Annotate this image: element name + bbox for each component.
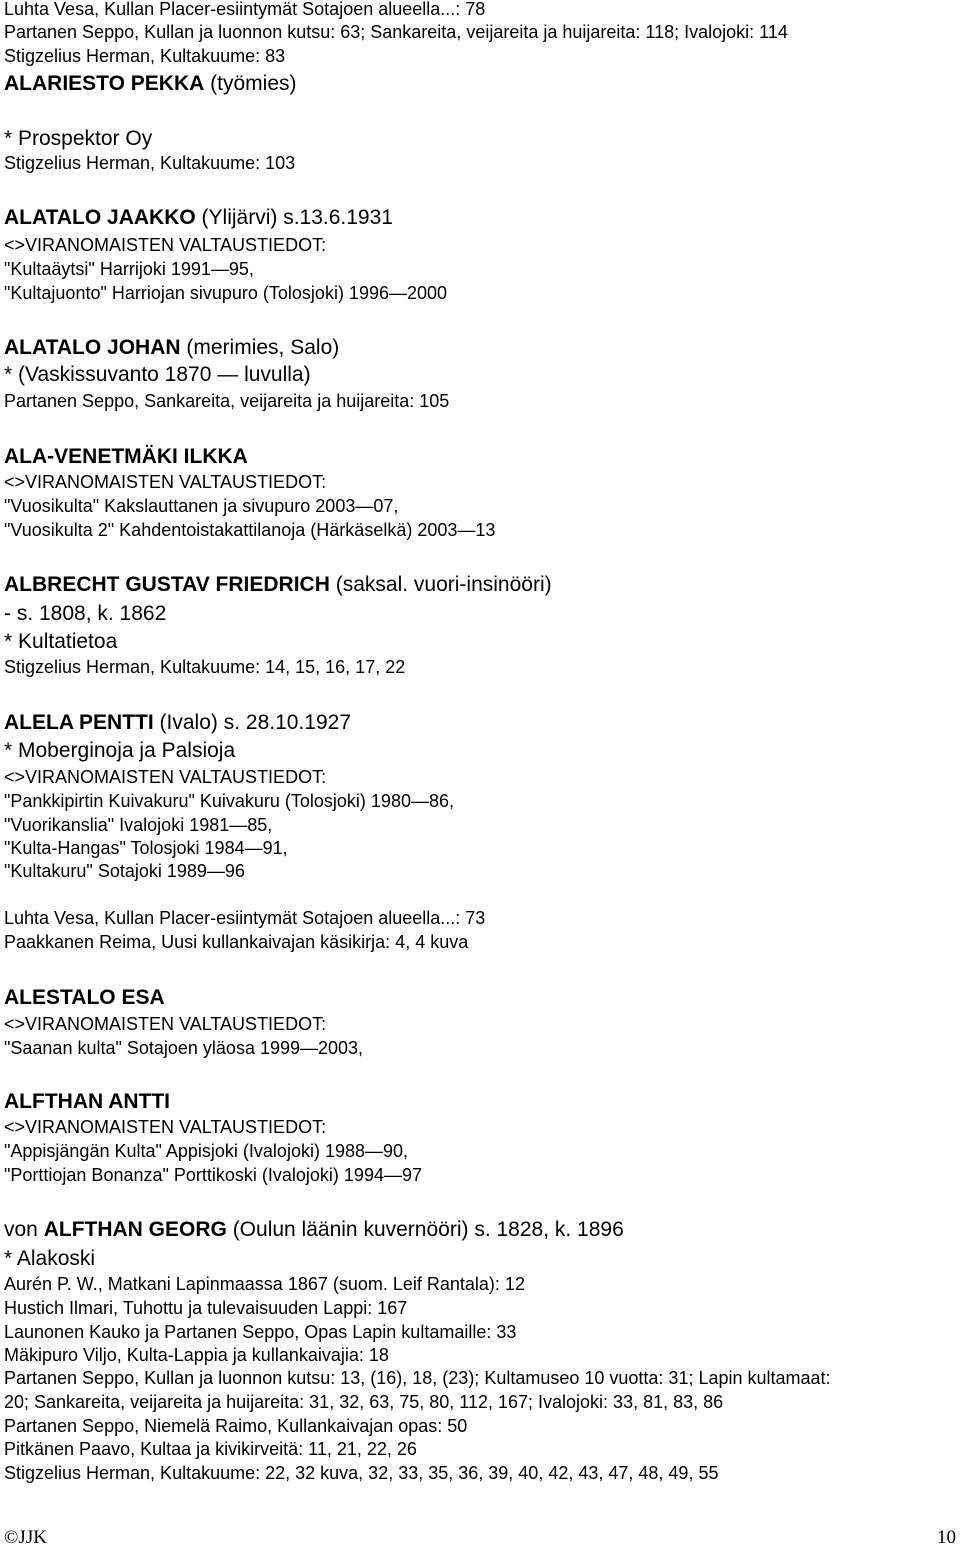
claim-line: "Pankkipirtin Kuivakuru" Kuivakuru (Tolosjoki) 1980—86, (4, 791, 454, 811)
entry-name: ALFTHAN GEORG (43, 1218, 227, 1241)
claims-header: <>VIRANOMAISTEN VALTAUSTIEDOT: (4, 472, 327, 492)
entry-name: ALFTHAN ANTTI (4, 1090, 171, 1113)
entry-heading (4, 207, 393, 228)
entry-heading (4, 446, 248, 467)
reference-line: Aurén P. W., Matkani Lapinmaassa 1867 (suom. Leif Rantala): 12 (4, 1274, 525, 1294)
entry-heading (4, 987, 165, 1008)
entry-location: * Prospektor Oy (4, 127, 153, 150)
entry-name: ALATALO JOHAN (4, 336, 181, 359)
claim-line: "Vuosikulta 2" Kahdentoistakattilanoja (Härkäselkä) 2003—13 (4, 520, 496, 540)
reference-line: Stigzelius Herman, Kultakuume: 14, 15, 16, 17, 22 (4, 657, 406, 677)
claims-header: <>VIRANOMAISTEN VALTAUSTIEDOT: (4, 1117, 327, 1137)
reference-line: Luhta Vesa, Kullan Placer-esiintymät Sotajoen alueella...: 78 (4, 0, 486, 19)
entry-details: (työmies) (204, 72, 297, 95)
page-number: 10 (937, 1527, 956, 1548)
reference-line: Pitkänen Paavo, Kultaa ja kivikirveitä: 11, 21, 22, 26 (4, 1439, 417, 1459)
entry-location: * Moberginoja ja Palsioja (4, 739, 236, 762)
entry-location: * Alakoski (4, 1247, 96, 1270)
claim-line: "Kulta-Hangas" Tolosjoki 1984—91, (4, 838, 288, 858)
entry-heading (4, 574, 552, 595)
reference-line: Hustich Ilmari, Tuhottu ja tulevaisuuden Lappi: 167 (4, 1298, 408, 1318)
entry-heading (4, 337, 339, 358)
entry-name: ALA-VENETMÄKI ILKKA (4, 445, 248, 468)
entry-location: * (Vaskissuvanto 1870 — luvulla) (4, 363, 311, 386)
entry-name: ALESTALO ESA (4, 986, 165, 1009)
entry-name: ALELA PENTTI (4, 711, 154, 734)
claim-line: "Appisjängän Kulta" Appisjoki (Ivalojoki) 1988—90, (4, 1141, 409, 1161)
entry-heading (4, 712, 351, 733)
claim-line: "Kultakuru" Sotajoki 1989—96 (4, 861, 245, 881)
claim-line: "Saanan kulta" Sotajoen yläosa 1999—2003, (4, 1038, 364, 1058)
entry-details: (saksal. vuori-insinööri) (329, 573, 552, 596)
entry-dates: - s. 1808, k. 1862 (4, 602, 167, 625)
reference-line: Partanen Seppo, Niemelä Raimo, Kullankaivajan opas: 50 (4, 1416, 468, 1436)
reference-line: Stigzelius Herman, Kultakuume: 103 (4, 153, 296, 173)
entry-prefix: von (4, 1218, 44, 1241)
claims-header: <>VIRANOMAISTEN VALTAUSTIEDOT: (4, 235, 327, 255)
reference-line: Mäkipuro Viljo, Kulta-Lappia ja kullankaivajia: 18 (4, 1345, 389, 1365)
reference-line: Paakkanen Reima, Uusi kullankaivajan käsikirja: 4, 4 kuva (4, 932, 469, 952)
entry-name: ALARIESTO PEKKA (4, 72, 205, 95)
reference-line: Stigzelius Herman, Kultakuume: 83 (4, 46, 286, 66)
entry-details: (Ylijärvi) s.13.6.1931 (195, 206, 393, 229)
entry-details: (Ivalo) s. 28.10.1927 (153, 711, 352, 734)
entry-details: (merimies, Salo) (180, 336, 340, 359)
reference-line: 20; Sankareita, veijareita ja huijareita: 31, 32, 63, 75, 80, 112, 167; Ivalojoki: 33, 81, 83, 86 (4, 1392, 724, 1412)
reference-line: Partanen Seppo, Kullan ja luonnon kutsu: 63; Sankareita, veijareita ja huijareita: 118; Ivalojoki: 114 (4, 22, 788, 42)
claim-line: "Porttiojan Bonanza" Porttikoski (Ivalojoki) 1994—97 (4, 1165, 422, 1185)
footer-copyright: ©JJK (4, 1527, 47, 1548)
claim-line: "Kultajuonto" Harriojan sivupuro (Tolosjoki) 1996—2000 (4, 283, 448, 303)
reference-line: Partanen Seppo, Sankareita, veijareita ja huijareita: 105 (4, 391, 450, 411)
entry-heading (4, 1091, 170, 1112)
entry-heading (4, 1219, 624, 1240)
claim-line: "Vuosikulta" Kakslauttanen ja sivupuro 2003—07, (4, 496, 399, 516)
entry-heading (4, 73, 297, 94)
claim-line: "Kultaäytsi" Harrijoki 1991—95, (4, 259, 254, 279)
entry-name: ALBRECHT GUSTAV FRIEDRICH (4, 573, 330, 596)
reference-line: Stigzelius Herman, Kultakuume: 22, 32 kuva, 32, 33, 35, 36, 39, 40, 42, 43, 47, 48, 49, 55 (4, 1463, 719, 1483)
entry-name: ALATALO JAAKKO (4, 206, 196, 229)
reference-line: Partanen Seppo, Kullan ja luonnon kutsu: 13, (16), 18, (23); Kultamuseo 10 vuotta: 31; Lapin kultamaat: (4, 1368, 831, 1388)
claims-header: <>VIRANOMAISTEN VALTAUSTIEDOT: (4, 767, 327, 787)
entry-details: (Oulun läänin kuvernööri) s. 1828, k. 1896 (226, 1218, 624, 1241)
reference-line: Luhta Vesa, Kullan Placer-esiintymät Sotajoen alueella...: 73 (4, 908, 486, 928)
entry-location: * Kultatietoa (4, 630, 118, 653)
reference-line: Launonen Kauko ja Partanen Seppo, Opas Lapin kultamaille: 33 (4, 1322, 517, 1342)
claim-line: "Vuorikanslia" Ivalojoki 1981—85, (4, 815, 273, 835)
claims-header: <>VIRANOMAISTEN VALTAUSTIEDOT: (4, 1014, 327, 1034)
